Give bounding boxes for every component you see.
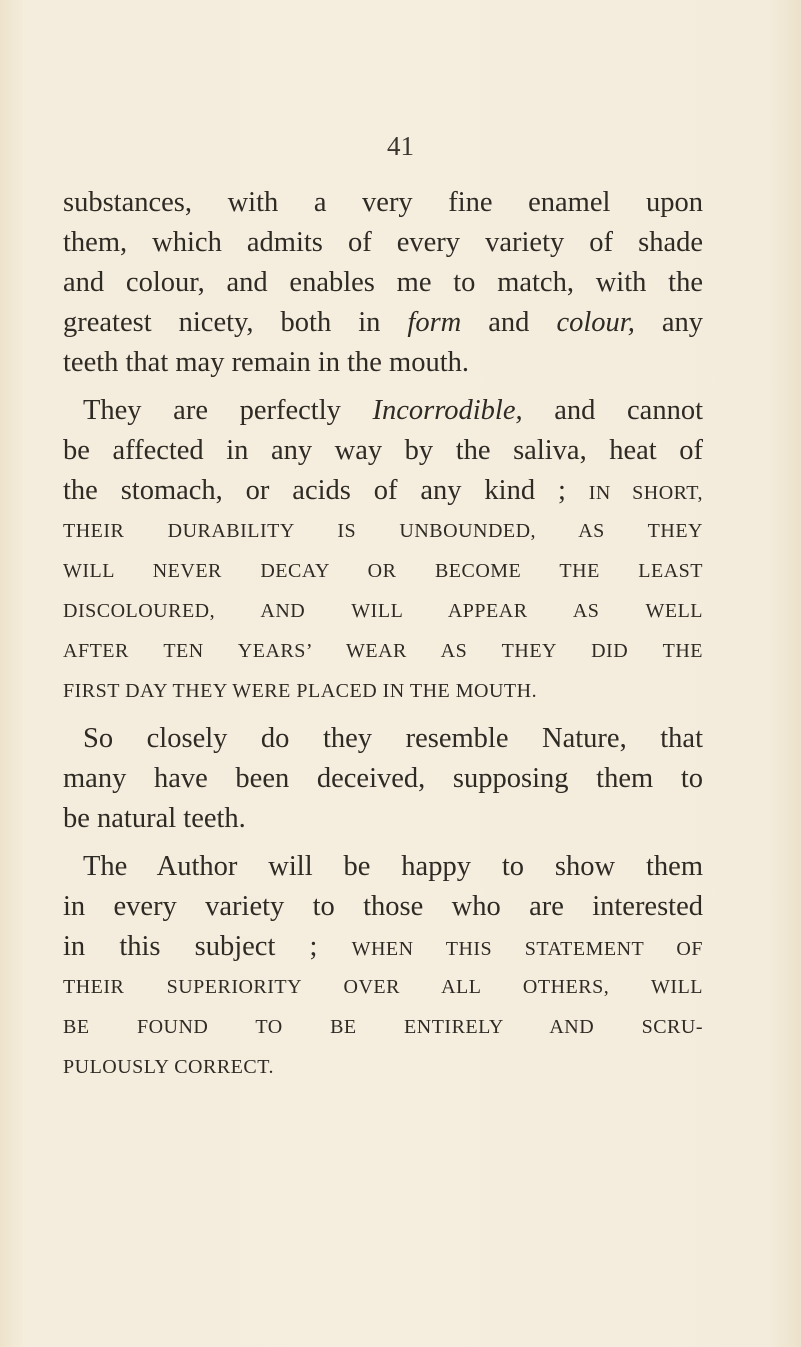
text-line: WILL NEVER DECAY OR BECOME THE LEAST	[63, 560, 703, 582]
paragraph	[63, 391, 703, 711]
text-line: THEIR DURABILITY IS UNBOUNDED, AS THEY	[63, 520, 703, 542]
text-segment: the stomach, or acids of any kind ;	[63, 475, 589, 506]
text-line	[63, 927, 703, 967]
paragraph	[63, 183, 703, 383]
text-line: many have been deceived, supposing them to	[63, 763, 703, 794]
text-line: The Author will be happy to show them	[83, 851, 703, 882]
italic-text: form	[407, 307, 462, 338]
paragraph-gap	[63, 711, 703, 719]
text-line: So closely do they resemble Nature, that	[83, 723, 703, 754]
paragraph	[63, 847, 703, 1087]
text-line: in every variety to those who are interested	[63, 891, 703, 922]
text-line: PULOUSLY CORRECT.	[63, 1056, 274, 1078]
text-segment: They are perfectly	[83, 395, 373, 426]
text-line: them, which admits of every variety of shade	[63, 227, 703, 258]
italic-text: Incorrodible,	[372, 395, 523, 426]
text-segment: and cannot	[522, 395, 703, 426]
text-line: FIRST DAY THEY WERE PLACED IN THE MOUTH.	[63, 680, 538, 702]
text-line: BE FOUND TO BE ENTIRELY AND SCRU-	[63, 1016, 703, 1038]
text-line	[63, 303, 703, 343]
text-line: teeth that may remain in the mouth.	[63, 347, 470, 378]
text-line: substances, with a very fine enamel upon	[63, 187, 703, 218]
text-line: and colour, and enables me to match, with the	[63, 267, 703, 298]
paragraph-gap	[63, 383, 703, 391]
text-segment: any	[634, 307, 703, 338]
paragraph-gap	[63, 839, 703, 847]
text-line: be affected in any way by the saliva, heat of	[63, 435, 703, 466]
text-line: AFTER TEN YEARS’ WEAR AS THEY DID THE	[63, 640, 703, 662]
page-number: 41	[387, 131, 414, 161]
text-line: be natural teeth.	[63, 803, 246, 834]
text-segment: WHEN THIS STATEMENT OF	[351, 938, 703, 960]
text-line	[63, 391, 703, 431]
italic-text: colour,	[556, 307, 635, 338]
text-segment: greatest nicety, both in	[63, 307, 408, 338]
text-line: THEIR SUPERIORITY OVER ALL OTHERS, WILL	[63, 976, 703, 998]
body-text	[63, 183, 703, 1087]
text-segment: IN SHORT,	[588, 482, 704, 504]
text-segment: in this subject ;	[63, 931, 352, 962]
text-segment: and	[461, 307, 557, 338]
text-line: DISCOLOURED, AND WILL APPEAR AS WELL	[63, 600, 703, 622]
paragraph	[63, 719, 703, 839]
text-line	[63, 471, 703, 511]
